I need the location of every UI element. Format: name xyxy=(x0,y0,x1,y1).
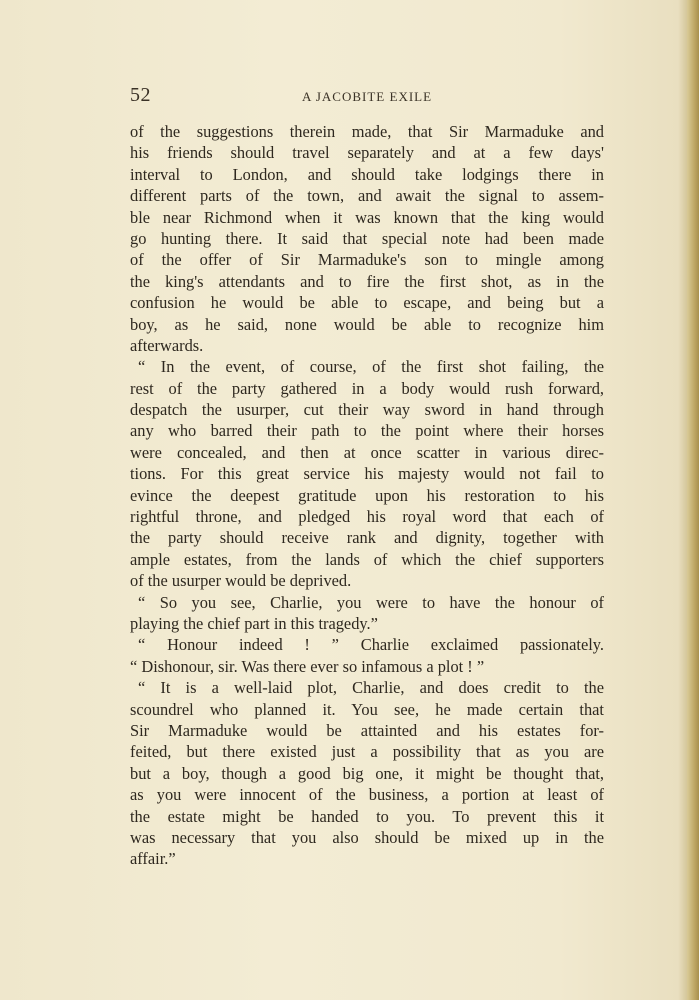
text-line: of the usurper would be deprived. xyxy=(130,571,352,591)
text-line: “ Honour indeed ! ” Charlie exclaimed passionately. xyxy=(138,635,604,655)
text-line: scoundrel who planned it. You see, he made certain that xyxy=(130,699,604,719)
text-line: of the offer of Sir Marmaduke's son to mingle among xyxy=(130,250,604,270)
text-line: was necessary that you also should be mixed up in the xyxy=(130,827,604,847)
text-line: were concealed, and then at once scatter in various direc- xyxy=(130,442,604,462)
text-line: interval to London, and should take lodgings there in xyxy=(130,164,604,184)
running-head: A JACOBITE EXILE xyxy=(301,89,433,104)
text-line: tions. For this great service his majesty would not fail to xyxy=(130,464,604,484)
text-line: “ So you see, Charlie, you were to have the honour of xyxy=(138,592,604,612)
text-line: playing the chief part in this tragedy.” xyxy=(130,613,378,633)
page-edge xyxy=(687,0,699,1000)
text-line: rightful throne, and pledged his royal word that each of xyxy=(130,507,604,527)
text-line: despatch the usurper, cut their way sword in hand through xyxy=(130,400,604,420)
text-line: confusion he would be able to escape, and being but a xyxy=(130,293,604,313)
text-line: any who barred their path to the point where their horses xyxy=(130,421,604,441)
text-line: boy, as he said, none would be able to recognize him xyxy=(130,314,604,334)
text-line: “ In the event, of course, of the first shot failing, the xyxy=(138,357,604,377)
text-line: ample estates, from the lands of which the chief supporters xyxy=(130,549,604,569)
text-line: the party should receive rank and dignity, together with xyxy=(130,528,604,548)
page-header xyxy=(130,84,604,108)
text-line: feited, but there existed just a possibility that as you are xyxy=(130,742,604,762)
text-line: different parts of the town, and await the signal to assem- xyxy=(130,186,604,206)
page-number: 52 xyxy=(130,84,151,106)
text-line: as you were innocent of the business, a portion at least of xyxy=(130,785,604,805)
text-line: “ It is a well-laid plot, Charlie, and does credit to the xyxy=(138,678,604,698)
text-line: affair.” xyxy=(130,849,176,869)
text-line: the king's attendants and to fire the first shot, as in the xyxy=(130,271,604,291)
text-line: ble near Richmond when it was known that the king would xyxy=(130,207,604,227)
text-line: of the suggestions therein made, that Sir Marmaduke and xyxy=(130,122,604,141)
text-line: go hunting there. It said that special note had been made xyxy=(130,228,604,248)
text-line: evince the deepest gratitude upon his restoration to his xyxy=(130,485,604,505)
text-line: rest of the party gathered in a body would rush forward, xyxy=(130,378,604,398)
text-line: but a boy, though a good big one, it might be thought that, xyxy=(130,763,604,783)
text-line: his friends should travel separately and at a few days' xyxy=(130,143,604,163)
text-line: Sir Marmaduke would be attainted and his estates for- xyxy=(130,720,604,740)
body-text xyxy=(130,121,604,870)
text-line: “ Dishonour, sir. Was there ever so infamous a plot ! ” xyxy=(130,656,485,676)
text-line: afterwards. xyxy=(130,335,204,355)
text-line: the estate might be handed to you. To prevent this it xyxy=(130,806,604,826)
